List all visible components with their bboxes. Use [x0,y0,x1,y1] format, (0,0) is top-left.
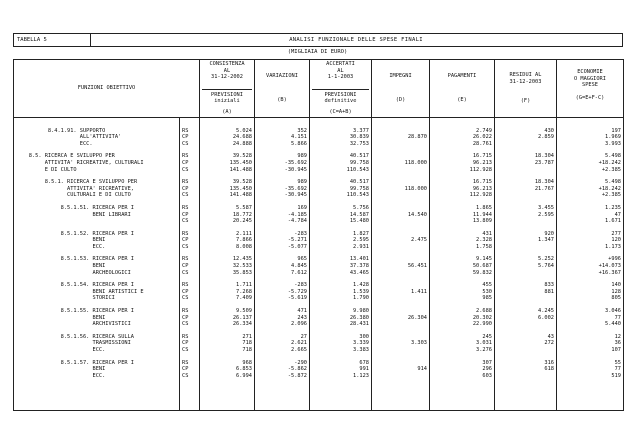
cell-residui: 430 2.859 [495,117,557,147]
table-row [14,354,624,411]
row-function: 8.5.1.57. RICERCA PER I BENI ECC. [14,354,180,411]
header-accertati: ACCERTATI AL 1-1-2003 PREVISIONI definitive (C=A+B) [310,60,372,118]
cell-residui: 316 618 [495,354,557,411]
table-row [14,173,624,199]
cell-economie: +996 +14.073 +16.367 [557,250,624,276]
row-function: 8.5.1.54. RICERCA PER I BENI ARTISTICI E STORICI [14,276,180,302]
cell-residui: 5.252 5.764 [495,250,557,276]
cell-economie: 140 128 805 [557,276,624,302]
cell-impegni: 118.000 [372,173,430,199]
header-consistenza: CONSISTENZA AL 31-12-2002 PREVISIONI iniziali (A) [200,60,255,118]
row-codes: RS CP CS [180,173,200,199]
row-codes: RS CP CS [180,117,200,147]
cell-pagamenti: 16.715 96.213 112.928 [430,147,495,173]
row-function: 8.5.1.51. RICERCA PER I BENI LIBRARI [14,199,180,225]
cell-impegni: 3.303 [372,328,430,354]
row-function: 8.5.1.52. RICERCA PER I BENI ECC. [14,225,180,251]
cell-residui: 4.245 6.002 [495,302,557,328]
cell-previsioni-definitive: 13.401 37.378 43.465 [310,250,372,276]
cell-previsioni-iniziali: 39.528 135.450 141.488 [200,147,255,173]
cell-variazioni: 169 -4.185 -4.784 [255,199,310,225]
row-codes: RS CP CS [180,276,200,302]
cell-pagamenti: 9.145 50.687 59.832 [430,250,495,276]
row-codes: RS CP CS [180,225,200,251]
cell-residui: 833 881 [495,276,557,302]
cell-residui: 18.304 23.787 [495,147,557,173]
cell-previsioni-iniziali: 2.111 7.866 8.008 [200,225,255,251]
cell-economie: 5.498 +18.242 +2.385 [557,147,624,173]
cell-impegni: 2.475 [372,225,430,251]
cell-variazioni: -283 -5.729 -5.619 [255,276,310,302]
table-unit: (MIGLIAIA DI EURO) [287,49,348,55]
table-caption-box [13,33,623,47]
cell-variazioni: 965 4.845 7.612 [255,250,310,276]
cell-variazioni: 27 2.621 2.665 [255,328,310,354]
cell-previsioni-definitive: 40.517 99.758 110.543 [310,173,372,199]
cell-previsioni-definitive: 1.428 1.539 1.790 [310,276,372,302]
cell-previsioni-definitive: 300 3.339 3.383 [310,328,372,354]
cell-impegni: 28.870 [372,117,430,147]
table-title: ANALISI FUNZIONALE DELLE SPESE FINALI [289,37,423,43]
row-function: 8.5.1.56. RICERCA SULLA TRASMISSIONI ECC. [14,328,180,354]
table-row [14,199,624,225]
cell-previsioni-definitive: 5.756 14.587 15.480 [310,199,372,225]
header-economie: ECONOMIE O MAGGIORI SPESE (G=E+F-C) [557,60,624,118]
table-number: TABELLA 5 [17,37,47,43]
expenditure-table [13,59,624,411]
row-function: 8.5.1.55. RICERCA PER I BENI ARCHIVISTICI [14,302,180,328]
row-codes: RS CP CS [180,302,200,328]
cell-previsioni-iniziali: 12.435 32.533 35.853 [200,250,255,276]
cell-pagamenti: 16.715 96.213 112.928 [430,173,495,199]
cell-residui: 920 1.347 [495,225,557,251]
cell-previsioni-definitive: 3.377 30.839 32.753 [310,117,372,147]
table-row [14,147,624,173]
cell-economie: 277 120 1.173 [557,225,624,251]
cell-residui: 43 272 [495,328,557,354]
row-function: 8.5.1. RICERCA E SVILUPPO PER ATTIVITA' RICREATIVE, CULTURALI E DI CULTO [14,173,180,199]
table-row [14,250,624,276]
header-row [14,60,624,118]
cell-pagamenti: 431 2.328 1.758 [430,225,495,251]
cell-impegni: 14.540 [372,199,430,225]
cell-previsioni-iniziali: 968 6.853 6.994 [200,354,255,411]
cell-impegni: 56.451 [372,250,430,276]
table-row [14,302,624,328]
header-residui: RESIDUI AL 31-12-2003 (F) [495,60,557,118]
table-row [14,276,624,302]
cell-impegni: 1.411 [372,276,430,302]
cell-previsioni-definitive: 1.827 2.595 2.931 [310,225,372,251]
header-pagamenti: PAGAMENTI (E) [430,60,495,118]
cell-economie: 55 77 519 [557,354,624,411]
cell-variazioni: 989 -35.692 -30.945 [255,147,310,173]
row-codes: RS CP CS [180,354,200,411]
cell-economie: 3.046 77 5.440 [557,302,624,328]
row-function: 8.5.1.53. RICERCA PER I BENI ARCHEOLOGICI [14,250,180,276]
cell-pagamenti: 2.749 26.022 28.761 [430,117,495,147]
cell-impegni: 118.000 [372,147,430,173]
table-row [14,225,624,251]
cell-impegni: 914 [372,354,430,411]
cell-pagamenti: 1.865 11.944 13.809 [430,199,495,225]
table-row [14,328,624,354]
row-function: 8.5. RICERCA E SVILUPPO PER ATTIVITA' RICREATIVE, CULTURALI E DI CULTO [14,147,180,173]
cell-residui: 18.304 21.767 [495,173,557,199]
cell-economie: 5.498 +18.242 +2.385 [557,173,624,199]
row-function: 8.4.1.91. SUPPORTO ALL'ATTIVITA' ECC. [14,117,180,147]
cell-previsioni-iniziali: 5.024 24.688 24.888 [200,117,255,147]
cell-economie: 1.235 47 1.671 [557,199,624,225]
row-codes: RS CP CS [180,147,200,173]
cell-previsioni-iniziali: 9.509 26.137 26.334 [200,302,255,328]
cell-pagamenti: 245 3.031 3.276 [430,328,495,354]
cell-pagamenti: 2.688 20.302 22.990 [430,302,495,328]
header-impegni: IMPEGNI (D) [372,60,430,118]
cell-pagamenti: 307 296 603 [430,354,495,411]
table-row [14,117,624,147]
cell-previsioni-iniziali: 271 718 718 [200,328,255,354]
cell-previsioni-iniziali: 5.587 18.772 20.245 [200,199,255,225]
cell-variazioni: 352 4.151 5.866 [255,117,310,147]
cell-previsioni-definitive: 40.517 99.758 110.543 [310,147,372,173]
row-codes: RS CP CS [180,199,200,225]
cell-previsioni-definitive: 9.980 26.380 28.431 [310,302,372,328]
cell-impegni: 26.304 [372,302,430,328]
cell-variazioni: -283 -5.271 -5.077 [255,225,310,251]
cell-pagamenti: 455 530 985 [430,276,495,302]
header-funzioni: FUNZIONI OBIETTIVO [14,60,200,118]
row-codes: RS CP CS [180,250,200,276]
cell-previsioni-iniziali: 1.711 7.268 7.409 [200,276,255,302]
cell-previsioni-definitive: 678 991 1.123 [310,354,372,411]
cell-variazioni: 471 243 2.096 [255,302,310,328]
row-codes: RS CP CS [180,328,200,354]
header-variazioni: VARIAZIONI (B) [255,60,310,118]
cell-economie: 12 36 107 [557,328,624,354]
cell-economie: 197 1.969 3.993 [557,117,624,147]
cell-residui: 3.455 2.595 [495,199,557,225]
cell-previsioni-iniziali: 39.528 135.450 141.488 [200,173,255,199]
cell-variazioni: -290 -5.862 -5.872 [255,354,310,411]
cell-variazioni: 989 -35.692 -30.945 [255,173,310,199]
